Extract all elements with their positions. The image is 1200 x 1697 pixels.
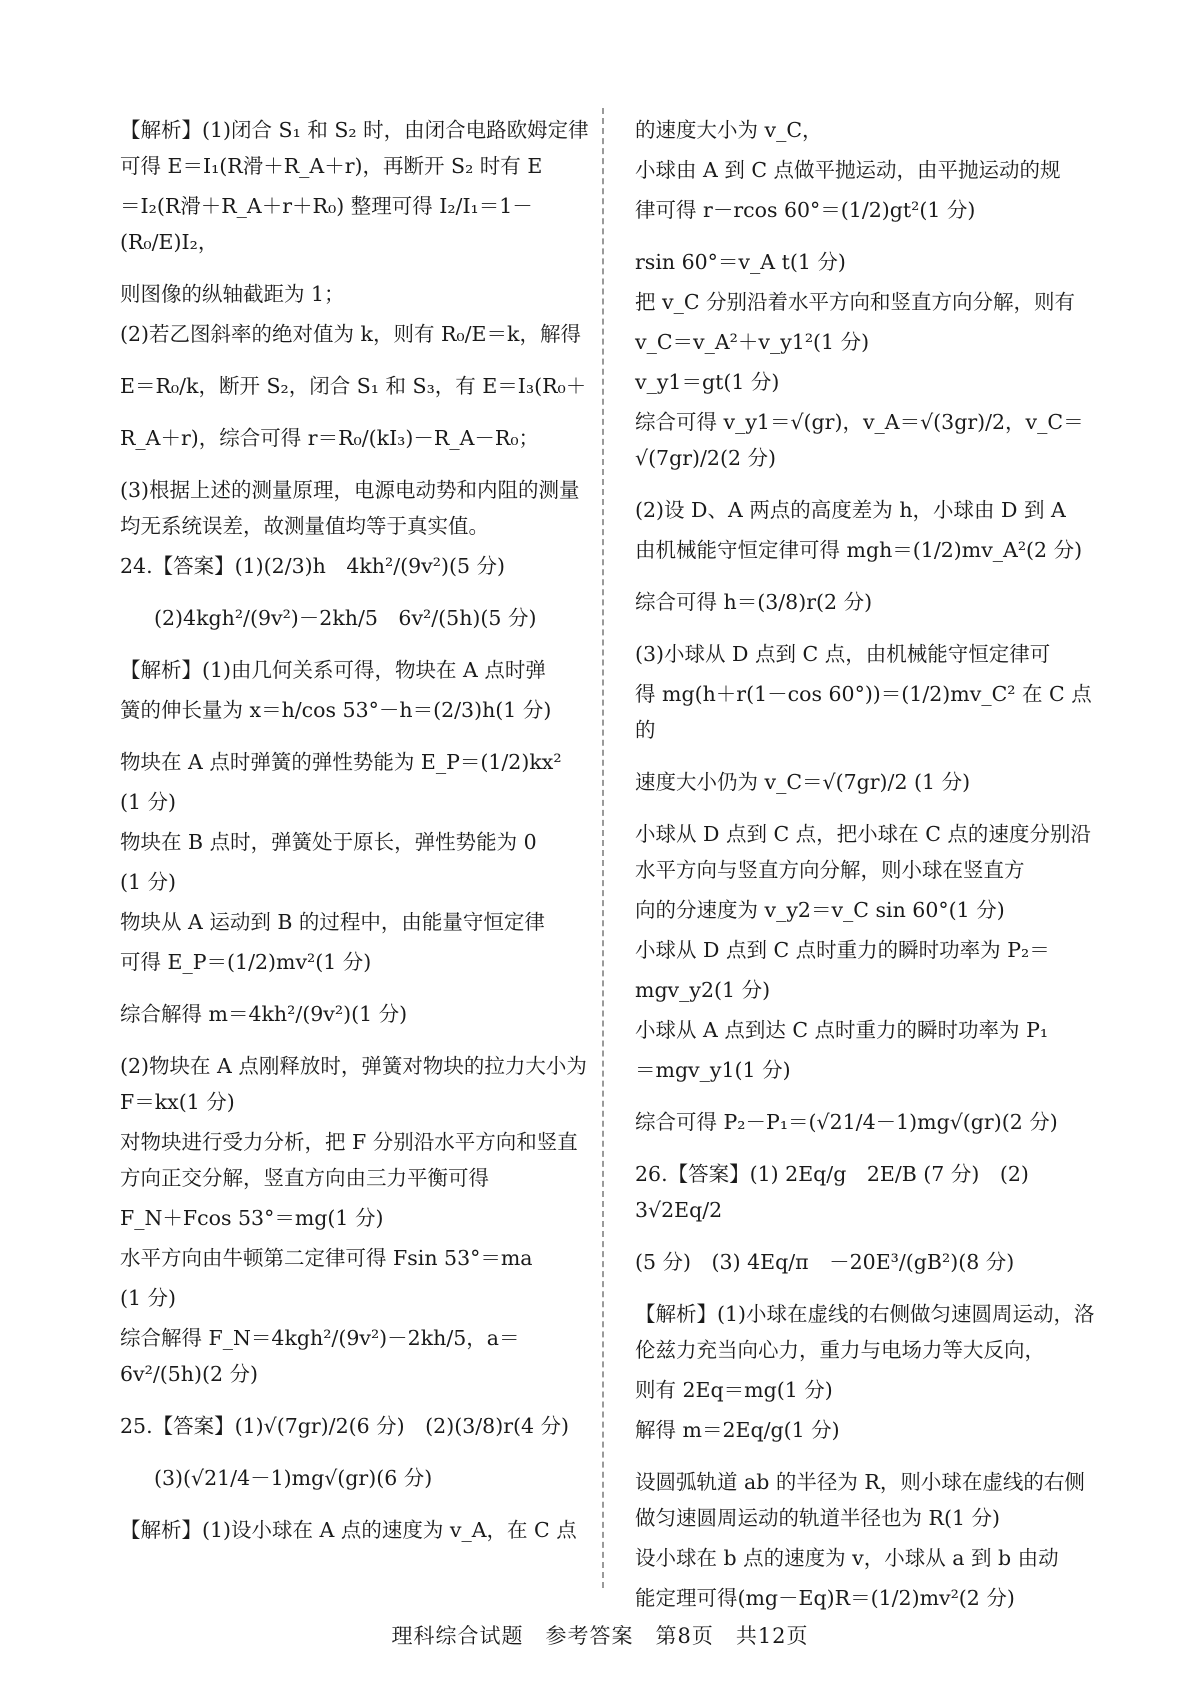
text-line: 【解析】(1)由几何关系可得，物块在 A 点时弹: [120, 658, 546, 682]
text-line: 能定理可得(mg－Eq)R＝(1/2)mv²(2 分): [635, 1586, 1015, 1610]
text-line: 得 mg(h＋r(1－cos 60°))＝(1/2)mv_C² 在 C 点的: [635, 682, 1092, 742]
text-line: 设圆弧轨道 ab 的半径为 R，则小球在虚线的右侧做匀速圆周运动的轨道半径也为 R(1 分): [635, 1470, 1085, 1530]
text-line: 的速度大小为 v_C，: [635, 118, 823, 142]
text-line: 向的分速度为 v_y2＝v_C sin 60°(1 分): [635, 898, 1005, 922]
text-line: 【解析】(1)设小球在 A 点的速度为 v_A，在 C 点: [120, 1518, 577, 1542]
text-line: 小球从 A 点到达 C 点时重力的瞬时功率为 P₁: [635, 1018, 1049, 1042]
text-line: ＝I₂(R滑＋R_A＋r＋R₀) 整理可得 I₂/I₁＝1－(R₀/E)I₂，: [120, 194, 533, 254]
text-line: 综合可得 P₂－P₁＝(√21/4－1)mg√(gr)(2 分): [635, 1110, 1058, 1134]
text-line: 则有 2Eq＝mg(1 分): [635, 1378, 833, 1402]
answer-26: 26.【答案】(1) 2Eq/g 2E/B (7 分) (2) 3√2Eq/2: [635, 1162, 1036, 1222]
text-line: 对物块进行受力分析，把 F 分别沿水平方向和竖直方向正交分解，竖直方向由三力平衡可得: [120, 1130, 578, 1190]
answer-24: 24.【答案】(1)(2/3)h 4kh²/(9v²)(5 分): [120, 554, 506, 578]
text-line: 律可得 r－rcos 60°＝(1/2)gt²(1 分): [635, 198, 976, 222]
text-line: 综合可得 h＝(3/8)r(2 分): [635, 590, 873, 614]
text-line: 簧的伸长量为 x＝h/cos 53°－h＝(2/3)h(1 分): [120, 698, 552, 722]
answer-25: 25.【答案】(1)√(7gr)/2(6 分) (2)(3/8)r(4 分): [120, 1414, 570, 1438]
text-line: 小球从 D 点到 C 点，把小球在 C 点的速度分别沿水平方向与竖直方向分解，则小球在竖直方: [635, 822, 1091, 882]
text-line: 由机械能守恒定律可得 mgh＝(1/2)mv_A²(2 分): [635, 538, 1083, 562]
text-line: (3)根据上述的测量原理，电源电动势和内阻的测量均无系统误差，故测量值均等于真实值。: [120, 478, 580, 538]
text-line: (3)小球从 D 点到 C 点，由机械能守恒定律可: [635, 642, 1051, 666]
text-line: v_C＝v_A²＋v_y1²(1 分): [635, 330, 870, 354]
text-line: v_y1＝gt(1 分): [635, 370, 780, 394]
text-line: (2)设 D、A 两点的高度差为 h，小球由 D 到 A: [635, 498, 1066, 522]
text-line: F_N＋Fcos 53°＝mg(1 分): [120, 1206, 384, 1230]
text-line: (1 分): [120, 1286, 177, 1310]
text-line: 物块从 A 运动到 B 的过程中，由能量守恒定律: [120, 910, 545, 934]
text-line: mgv_y2(1 分): [635, 978, 771, 1002]
text-line: 综合解得 F_N＝4kgh²/(9v²)－2kh/5，a＝6v²/(5h)(2 分): [120, 1326, 520, 1386]
text-line: 可得 E_P＝(1/2)mv²(1 分): [120, 950, 372, 974]
text-line: (2)物块在 A 点刚释放时，弹簧对物块的拉力大小为 F＝kx(1 分): [120, 1054, 594, 1114]
text-line: R_A＋r)，综合可得 r＝R₀/(kI₃)－R_A－R₀；: [120, 426, 540, 450]
text-line: 【解析】(1)小球在虚线的右侧做匀速圆周运动，洛伦兹力充当向心力，重力与电场力等大反向，: [635, 1302, 1095, 1362]
text-line: 速度大小仍为 v_C＝√(7gr)/2 (1 分): [635, 770, 971, 794]
text-line: (1 分): [120, 790, 177, 814]
text-line: E＝R₀/k，断开 S₂，闭合 S₁ 和 S₃，有 E＝I₃(R₀＋: [120, 374, 587, 398]
text-line: 设小球在 b 点的速度为 v，小球从 a 到 b 由动: [635, 1546, 1059, 1570]
text-line: (3)(√21/4－1)mg√(gr)(6 分): [154, 1466, 433, 1490]
text-line: rsin 60°＝v_A t(1 分): [635, 250, 846, 274]
text-line: 物块在 B 点时，弹簧处于原长，弹性势能为 0: [120, 830, 537, 854]
text-line: (2)若乙图斜率的绝对值为 k，则有 R₀/E＝k，解得: [120, 322, 581, 346]
text-line: (1 分): [120, 870, 177, 894]
text-line: 水平方向由牛顿第二定律可得 Fsin 53°＝ma: [120, 1246, 533, 1270]
text-line: 小球从 D 点到 C 点时重力的瞬时功率为 P₂＝: [635, 938, 1050, 962]
text-line: (2)4kgh²/(9v²)－2kh/5 6v²/(5h)(5 分): [154, 606, 537, 630]
page-footer: 理科综合试题 参考答案 第8页 共12页: [391, 1624, 809, 1648]
text-line: ＝mgv_y1(1 分): [635, 1058, 791, 1082]
text-line: 综合解得 m＝4kh²/(9v²)(1 分): [120, 1002, 408, 1026]
text-line: 综合可得 v_y1＝√(gr)，v_A＝√(3gr)/2，v_C＝√(7gr)/2(2 分): [635, 410, 1084, 470]
text-line: 解得 m＝2Eq/g(1 分): [635, 1418, 840, 1442]
text-line: 【解析】(1)闭合 S₁ 和 S₂ 时，由闭合电路欧姆定律可得 E＝I₁(R滑＋R_A＋r)，再断开 S₂ 时有 E: [120, 118, 589, 178]
text-line: 把 v_C 分别沿着水平方向和竖直方向分解，则有: [635, 290, 1076, 314]
text-line: (5 分) (3) 4Eq/π －20E³/(gB²)(8 分): [635, 1250, 1015, 1274]
text-line: 物块在 A 点时弹簧的弹性势能为 E_P＝(1/2)kx²: [120, 750, 562, 774]
text-line: 则图像的纵轴截距为 1；: [120, 282, 345, 306]
text-line: 小球由 A 到 C 点做平抛运动，由平抛运动的规: [635, 158, 1061, 182]
left-column: [120, 112, 594, 1552]
right-column: [635, 112, 1105, 1620]
column-divider: [602, 108, 604, 1588]
